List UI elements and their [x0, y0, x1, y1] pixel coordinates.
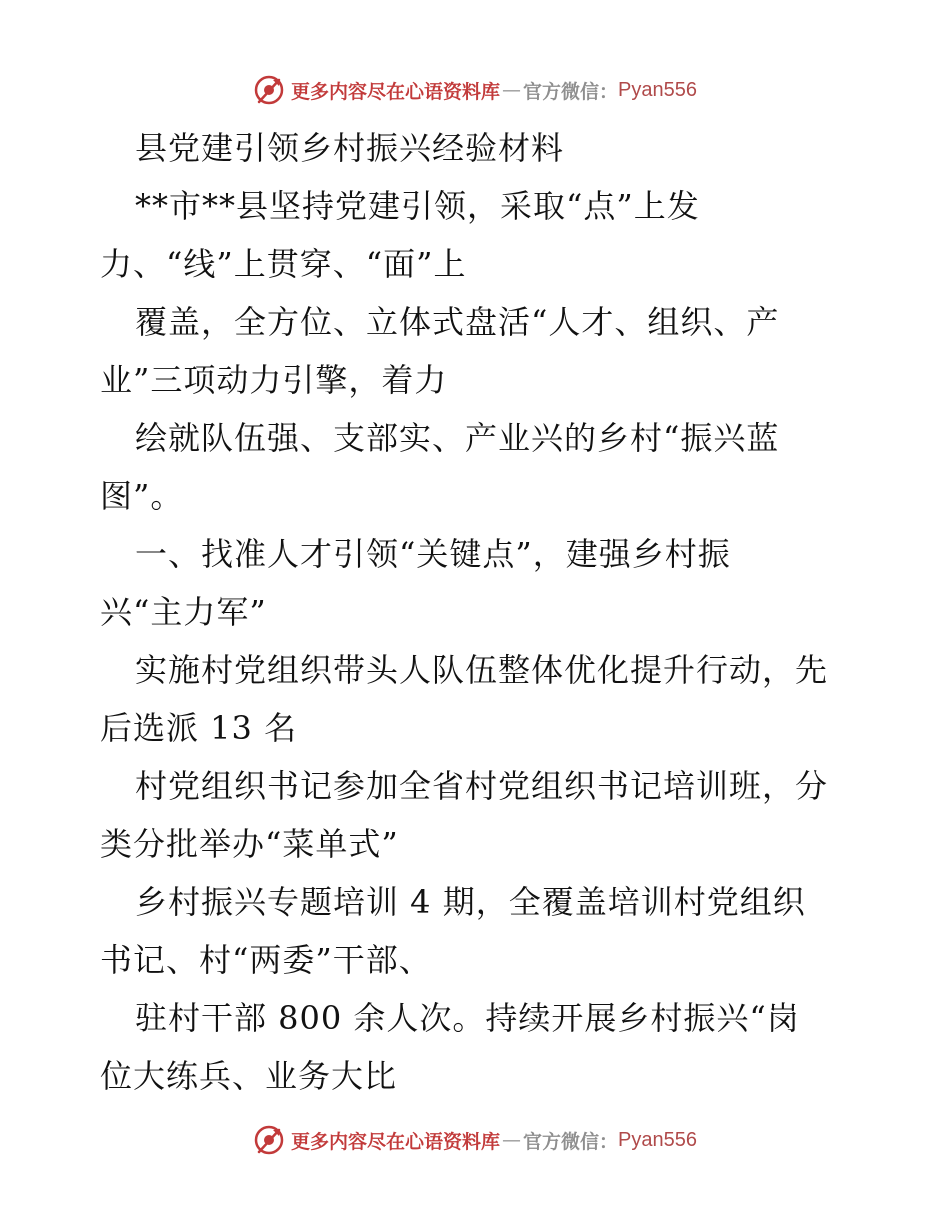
section-heading: 兴“主力军” — [100, 593, 267, 631]
body-line: 绘就队伍强、支部实、产业兴的乡村“振兴蓝 — [135, 419, 780, 457]
body-line: 力、“线”上贯穿、“面”上 — [100, 245, 467, 283]
footer-separator: — — [502, 1129, 522, 1151]
body-line: 位大练兵、业务大比 — [100, 1057, 398, 1095]
document-title: 县党建引领乡村振兴经验材料 — [135, 129, 565, 167]
quill-logo-icon — [253, 74, 285, 106]
body-line: 后选派 13 名 — [100, 709, 298, 747]
body-line: 图”。 — [100, 477, 184, 515]
body-line: 类分批举办“菜单式” — [100, 825, 399, 863]
footer-banner — [0, 1120, 950, 1160]
body-line: 覆盖，全方位、立体式盘活“人才、组织、产 — [135, 303, 780, 341]
header-banner — [0, 70, 950, 110]
body-line: **市**县坚持党建引领，采取“点”上发 — [135, 187, 700, 225]
body-line: 实施村党组织带头人队伍整体优化提升行动，先 — [135, 651, 829, 689]
section-heading: 一、找准人才引领“关键点”，建强乡村振 — [135, 535, 731, 573]
header-wechat-label: 官方微信： — [523, 80, 619, 103]
footer-wechat-handle: Pyan556 — [618, 1128, 697, 1151]
header-separator: — — [502, 79, 522, 101]
body-line: 村党组织书记参加全省村党组织书记培训班，分 — [135, 767, 829, 805]
header-wechat-handle: Pyan556 — [618, 78, 697, 101]
body-line: 书记、村“两委”干部、 — [100, 941, 432, 979]
footer-slogan: 更多内容尽在心语资料库 — [291, 1130, 501, 1153]
body-line: 乡村振兴专题培训 4 期，全覆盖培训村党组织 — [135, 883, 806, 921]
quill-logo-icon — [253, 1124, 285, 1156]
footer-wechat-label: 官方微信： — [523, 1130, 619, 1153]
body-line: 业”三项动力引擎，着力 — [100, 361, 448, 399]
body-line: 驻村干部 800 余人次。持续开展乡村振兴“岗 — [135, 999, 800, 1037]
header-slogan: 更多内容尽在心语资料库 — [291, 80, 501, 103]
